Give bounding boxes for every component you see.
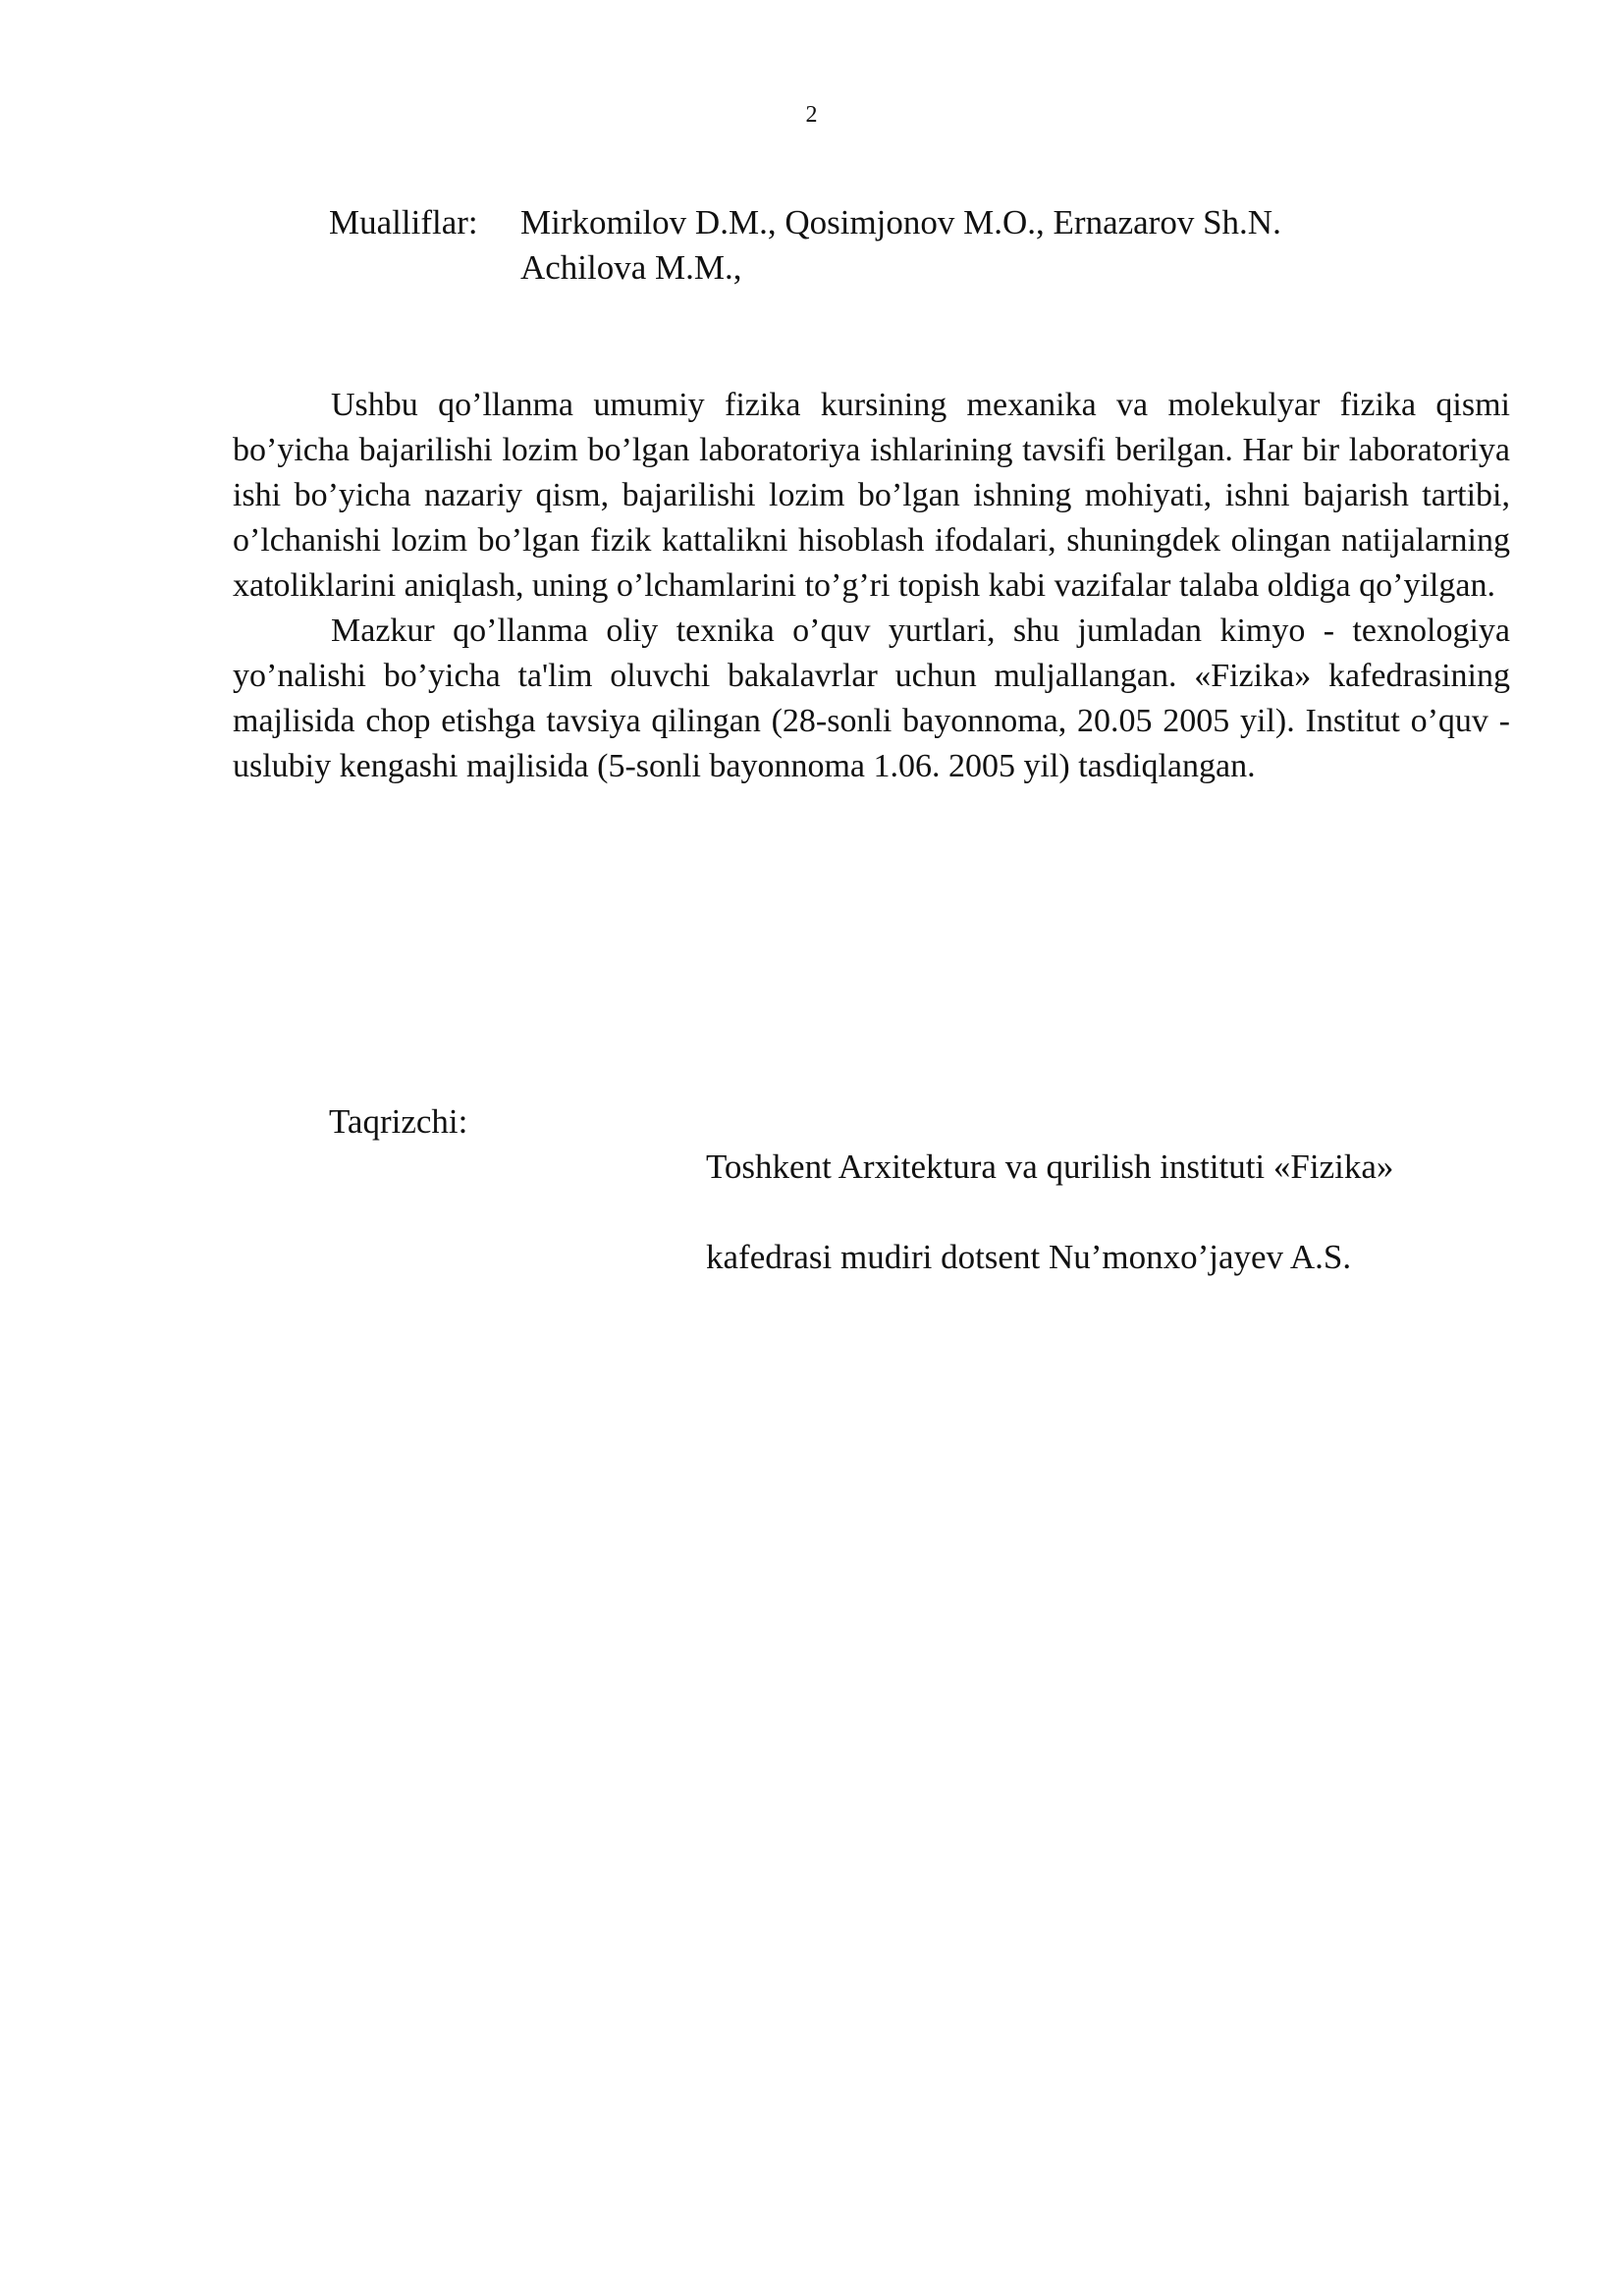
reviewer-details: [706, 1099, 1521, 1325]
authors-block: [329, 200, 1281, 291]
paragraph-description: Ushbu qo’llanma umumiy fizika kursining mexanika va molekulyar fizika qismi bo’yicha bajarilishi lozim bo’lgan laboratoriya ishlarining tavsifi berilgan. Har bir laboratoriya ishi bo’yicha nazariy qism, bajarilishi lozim bo’lgan ishning mohiyati, ishni bajarish tartibi, o’lchanishi lozim bo’lgan fizik kattalikni hisoblash ifodalari, shuningdek olingan natijalarning xatoliklarini aniqlash, uning o’lchamlarini to’g’ri topish kabi vazifalar talaba oldiga qo’yilgan.: [233, 387, 1510, 604]
reviewer-line-2: kafedrasi mudiri dotsent Nu’monxo’jayev A.S.: [706, 1238, 1352, 1276]
authors-names-line-1: Mirkomilov D.M., Qosimjonov M.O., Ernazarov Sh.N.: [520, 203, 1281, 241]
authors-line-1: [329, 200, 1281, 245]
description-text: [233, 383, 1510, 789]
page-number: 2: [805, 102, 818, 128]
reviewer-line-1: Toshkent Arxitektura va qurilish instituti «Fizika»: [706, 1148, 1394, 1186]
paragraph-approval: Mazkur qo’llanma oliy texnika o’quv yurtlari, shu jumladan kimyo - texnologiya yo’nalishi bo’yicha ta'lim oluvchi bakalavrlar uchun muljallangan. «Fizika» kafedrasining majlisida chop etishga tavsiya qilingan (28-sonli bayonnoma, 20.05 2005 yil). Institut o’quv - uslubiy kengashi majlisida (5-sonli bayonnoma 1.06. 2005 yil) tasdiqlangan.: [233, 613, 1510, 784]
reviewer-label: Taqrizchi:: [329, 1102, 468, 1141]
authors-names-line-2: Achilova M.M.,: [520, 248, 742, 287]
authors-label: Mualliflar:: [329, 203, 478, 241]
